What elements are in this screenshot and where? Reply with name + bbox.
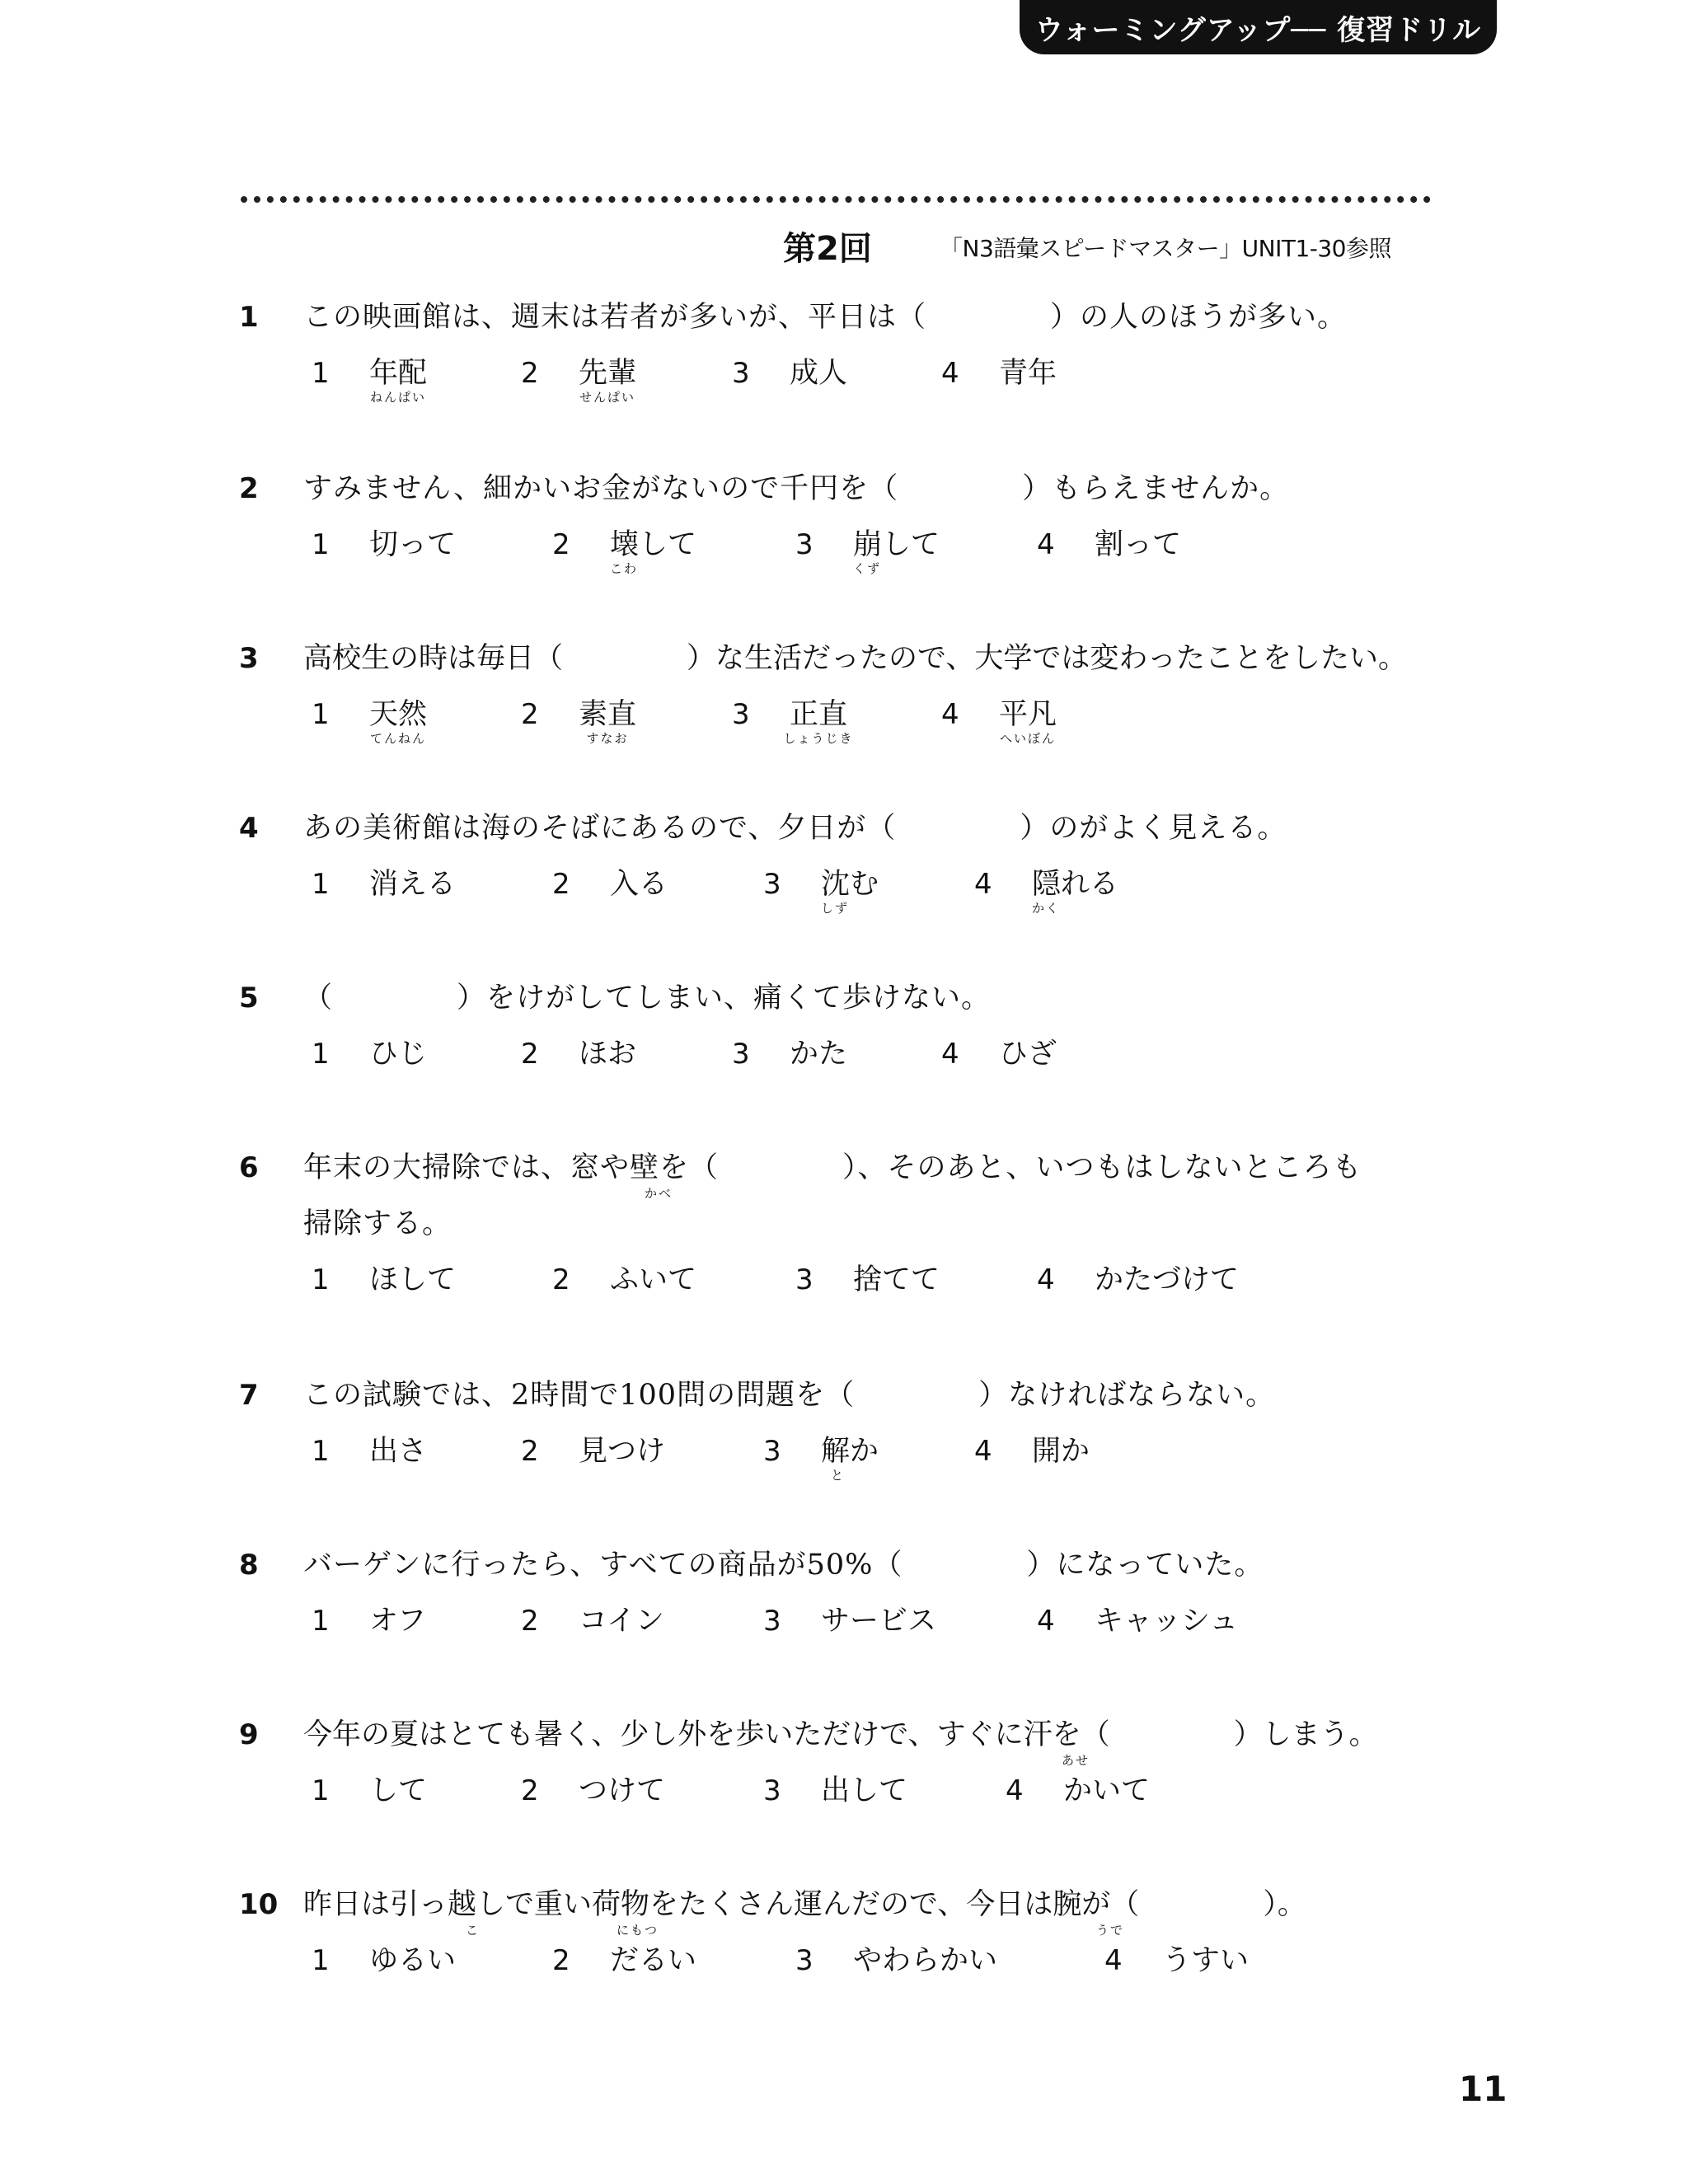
section-header-tab: ウォーミングアップ── 復習ドリル <box>1020 0 1497 54</box>
option-1[interactable]: 1 ゆるい <box>312 1944 457 1977</box>
option-2[interactable]: 2 つけて <box>521 1774 666 1807</box>
option-4[interactable]: 4 平凡 へいぼん <box>941 698 1057 746</box>
question-text: すみません、細かいお金がないので千円を（ ）もらえませんか。 <box>303 472 1290 505</box>
option-1[interactable]: 1 天然 てんねん <box>312 698 428 746</box>
question-number: 1 <box>239 301 259 334</box>
furigana: にもつ <box>617 1923 659 1938</box>
option-2[interactable]: 2 ふいて <box>552 1263 697 1296</box>
option-3[interactable]: 3 正直 しょうじき <box>732 698 854 746</box>
question-number: 2 <box>239 472 259 505</box>
option-3[interactable]: 3 かた <box>732 1038 848 1071</box>
option-2[interactable]: 2 ほお <box>521 1038 637 1071</box>
question-number: 10 <box>239 1888 279 1921</box>
option-4[interactable]: 4 開か <box>974 1435 1090 1468</box>
option-4[interactable]: 4 うすい <box>1104 1944 1250 1977</box>
question-text: （ ）をけがしてしまい、痛くて歩けない。 <box>303 982 992 1015</box>
option-1[interactable]: 1 消える <box>312 868 457 901</box>
dotted-divider <box>241 196 1431 203</box>
option-1[interactable]: 1 切って <box>312 528 457 561</box>
page-number: 11 <box>1459 2069 1507 2109</box>
option-1[interactable]: 1 して <box>312 1774 428 1807</box>
question-text: 昨日は引っ越しで重い荷物をたくさん運んだので、今日は腕が（ ）。 <box>303 1888 1306 1921</box>
furigana: うで <box>1096 1923 1125 1938</box>
question-text: 高校生の時は毎日（ ）な生活だったので、大学では変わったことをしたい。 <box>303 642 1407 675</box>
option-3[interactable]: 3 解か と <box>763 1435 879 1483</box>
option-3[interactable]: 3 崩して くず <box>795 528 940 576</box>
question-text-line-2: 掃除する。 <box>303 1207 452 1240</box>
option-1[interactable]: 1 ひじ <box>312 1038 428 1071</box>
option-2[interactable]: 2 だるい <box>552 1944 697 1977</box>
question-text: この試験では、2時間で100問の問題を（ ）なければならない。 <box>303 1379 1276 1412</box>
option-3[interactable]: 3 出して <box>763 1774 908 1807</box>
option-2[interactable]: 2 先輩 せんぱい <box>521 357 637 405</box>
round-title: 第2回 <box>783 230 872 268</box>
question-text: バーゲンに行ったら、すべての商品が50%（ ）になっていた。 <box>303 1549 1264 1582</box>
option-2[interactable]: 2 素直 すなお <box>521 698 637 746</box>
option-2[interactable]: 2 入る <box>552 868 668 901</box>
option-3[interactable]: 3 サービス <box>763 1605 937 1638</box>
round-reference: 「N3語彙スピードマスター」UNIT1-30参照 <box>940 235 1391 262</box>
question-number: 5 <box>239 982 259 1015</box>
option-2[interactable]: 2 壊して こわ <box>552 528 697 576</box>
question-number: 3 <box>239 642 259 675</box>
question-number: 6 <box>239 1151 259 1184</box>
option-1[interactable]: 1 出さ <box>312 1435 428 1468</box>
option-4[interactable]: 4 割って <box>1037 528 1182 561</box>
furigana: あせ <box>1062 1753 1090 1768</box>
option-4[interactable]: 4 隠れる かく <box>974 868 1119 916</box>
option-4[interactable]: 4 青年 <box>941 357 1057 390</box>
option-4[interactable]: 4 かいて <box>1006 1774 1151 1807</box>
option-1[interactable]: 1 ほして <box>312 1263 457 1296</box>
question-text: あの美術館は海のそばにあるので、夕日が（ ）のがよく見える。 <box>303 812 1287 845</box>
question-number: 8 <box>239 1549 259 1582</box>
option-4[interactable]: 4 キャッシュ <box>1037 1605 1239 1638</box>
option-4[interactable]: 4 ひざ <box>941 1038 1057 1071</box>
furigana: かべ <box>645 1186 673 1201</box>
option-2[interactable]: 2 見つけ <box>521 1435 666 1468</box>
question-number: 9 <box>239 1718 259 1751</box>
option-2[interactable]: 2 コイン <box>521 1605 664 1638</box>
question-text: 今年の夏はとても暑く、少し外を歩いただけで、すぐに汗を（ ）しまう。 <box>303 1718 1378 1751</box>
option-1[interactable]: 1 年配 ねんぱい <box>312 357 428 405</box>
option-3[interactable]: 3 やわらかい <box>795 1944 998 1977</box>
option-1[interactable]: 1 オフ <box>312 1605 426 1638</box>
question-number: 4 <box>239 812 259 845</box>
furigana: こ <box>466 1923 481 1938</box>
question-text: この映画館は、週末は若者が多いが、平日は（ ）の人のほうが多い。 <box>303 301 1348 334</box>
option-3[interactable]: 3 成人 <box>732 357 848 390</box>
question-number: 7 <box>239 1379 259 1412</box>
option-3[interactable]: 3 捨てて <box>795 1263 940 1296</box>
option-4[interactable]: 4 かたづけて <box>1037 1263 1240 1296</box>
option-3[interactable]: 3 沈む しず <box>763 868 879 916</box>
question-text: 年末の大掃除では、窓や壁を（ ）、そのあと、いつもはしないところも <box>303 1151 1362 1184</box>
